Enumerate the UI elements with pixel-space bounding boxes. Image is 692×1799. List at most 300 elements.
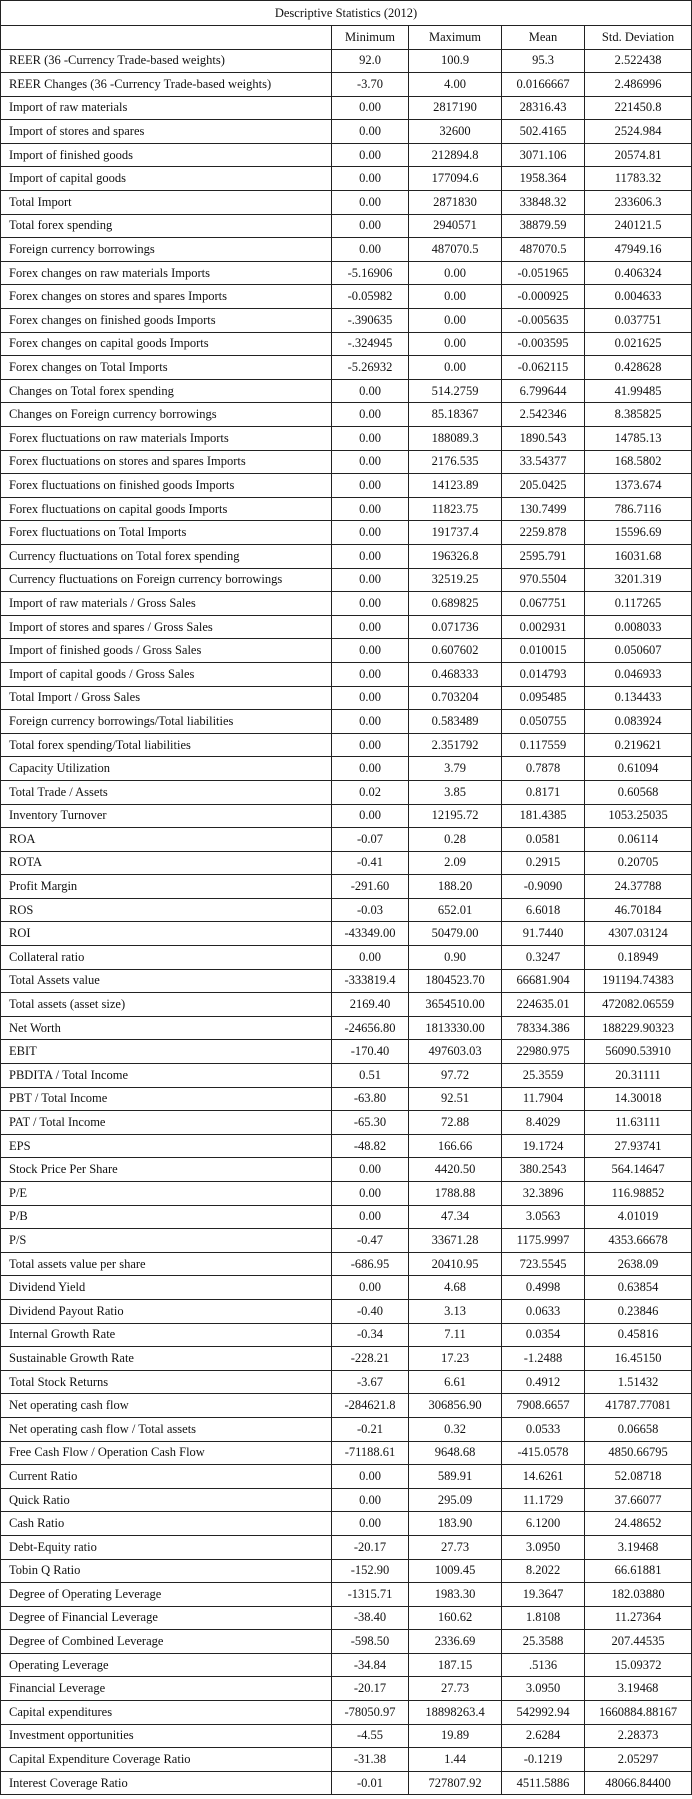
cell-mean: 6.799644 <box>502 379 585 403</box>
row-label: EPS <box>1 1134 332 1158</box>
cell-maximum: 100.9 <box>409 49 502 73</box>
table-row <box>1 875 692 899</box>
cell-mean: 0.095485 <box>502 686 585 710</box>
table-row <box>1 261 692 285</box>
cell-maximum: 166.66 <box>409 1134 502 1158</box>
cell-maximum: 652.01 <box>409 898 502 922</box>
cell-minimum: 0.00 <box>332 733 409 757</box>
cell-minimum: -0.07 <box>332 828 409 852</box>
table-row <box>1 214 692 238</box>
row-label: ROI <box>1 922 332 946</box>
cell-mean: 502.4165 <box>502 120 585 144</box>
cell-minimum: -0.01 <box>332 1771 409 1795</box>
cell-minimum: 0.00 <box>332 214 409 238</box>
row-label: Debt-Equity ratio <box>1 1535 332 1559</box>
table-row <box>1 427 692 451</box>
table-row <box>1 851 692 875</box>
table-row <box>1 1134 692 1158</box>
row-label: Forex fluctuations on stores and spares Imports <box>1 450 332 474</box>
cell-maximum: 0.689825 <box>409 592 502 616</box>
cell-std-deviation: 4307.03124 <box>585 922 692 946</box>
cell-maximum: 589.91 <box>409 1465 502 1489</box>
cell-minimum: -0.34 <box>332 1323 409 1347</box>
cell-std-deviation: 56090.53910 <box>585 1040 692 1064</box>
cell-mean: 2595.791 <box>502 544 585 568</box>
cell-minimum: -24656.80 <box>332 1016 409 1040</box>
cell-maximum: 97.72 <box>409 1064 502 1088</box>
table-row <box>1 1535 692 1559</box>
cell-minimum: 0.00 <box>332 96 409 120</box>
cell-std-deviation: 0.18949 <box>585 946 692 970</box>
table-row <box>1 1748 692 1772</box>
cell-std-deviation: 24.37788 <box>585 875 692 899</box>
cell-minimum: 0.00 <box>332 662 409 686</box>
cell-maximum: 2.351792 <box>409 733 502 757</box>
cell-maximum: 1.44 <box>409 1748 502 1772</box>
cell-maximum: 4.00 <box>409 73 502 97</box>
table-row <box>1 497 692 521</box>
cell-maximum: 27.73 <box>409 1677 502 1701</box>
row-label: Total Trade / Assets <box>1 780 332 804</box>
cell-std-deviation: 0.23846 <box>585 1299 692 1323</box>
table-row <box>1 1417 692 1441</box>
cell-minimum: 0.00 <box>332 804 409 828</box>
cell-std-deviation: 786.7116 <box>585 497 692 521</box>
row-label: Capacity Utilization <box>1 757 332 781</box>
cell-minimum: -1315.71 <box>332 1583 409 1607</box>
cell-maximum: 1813330.00 <box>409 1016 502 1040</box>
row-label: Sustainable Growth Rate <box>1 1347 332 1371</box>
cell-std-deviation: 0.050607 <box>585 639 692 663</box>
row-label: Cash Ratio <box>1 1512 332 1536</box>
cell-std-deviation: 188229.90323 <box>585 1016 692 1040</box>
cell-maximum: 11823.75 <box>409 497 502 521</box>
cell-std-deviation: 168.5802 <box>585 450 692 474</box>
table-row <box>1 1182 692 1206</box>
cell-minimum: 0.00 <box>332 474 409 498</box>
cell-minimum: 0.00 <box>332 946 409 970</box>
cell-minimum: -3.67 <box>332 1370 409 1394</box>
table-title-row <box>1 1 692 26</box>
cell-std-deviation: 221450.8 <box>585 96 692 120</box>
row-label: Currency fluctuations on Foreign currency borrowings <box>1 568 332 592</box>
cell-std-deviation: 3.19468 <box>585 1677 692 1701</box>
row-label: Foreign currency borrowings/Total liabilities <box>1 710 332 734</box>
table-row <box>1 1701 692 1725</box>
row-label: Free Cash Flow / Operation Cash Flow <box>1 1441 332 1465</box>
cell-maximum: 3.13 <box>409 1299 502 1323</box>
cell-maximum: 2.09 <box>409 851 502 875</box>
row-label: Degree of Operating Leverage <box>1 1583 332 1607</box>
cell-minimum: 0.00 <box>332 1205 409 1229</box>
cell-maximum: 2817190 <box>409 96 502 120</box>
cell-mean: 4511.5886 <box>502 1771 585 1795</box>
cell-minimum: 0.00 <box>332 1276 409 1300</box>
row-label: Forex changes on capital goods Imports <box>1 332 332 356</box>
row-label: REER Changes (36 -Currency Trade-based weights) <box>1 73 332 97</box>
cell-std-deviation: 2638.09 <box>585 1252 692 1276</box>
cell-std-deviation: 2.05297 <box>585 1748 692 1772</box>
cell-maximum: 295.09 <box>409 1488 502 1512</box>
cell-mean: -0.1219 <box>502 1748 585 1772</box>
cell-maximum: 187.15 <box>409 1653 502 1677</box>
cell-std-deviation: 1053.25035 <box>585 804 692 828</box>
table-row <box>1 1229 692 1253</box>
row-label: ROA <box>1 828 332 852</box>
cell-mean: 0.8171 <box>502 780 585 804</box>
table-row <box>1 1559 692 1583</box>
cell-maximum: 4.68 <box>409 1276 502 1300</box>
row-label: Changes on Total forex spending <box>1 379 332 403</box>
cell-mean: -0.9090 <box>502 875 585 899</box>
cell-mean: 0.050755 <box>502 710 585 734</box>
cell-mean: 7908.6657 <box>502 1394 585 1418</box>
cell-minimum: 0.00 <box>332 686 409 710</box>
cell-mean: 3.0950 <box>502 1535 585 1559</box>
cell-minimum: 0.00 <box>332 191 409 215</box>
cell-mean: -0.005635 <box>502 309 585 333</box>
table-row <box>1 993 692 1017</box>
cell-maximum: 9648.68 <box>409 1441 502 1465</box>
table-row <box>1 1677 692 1701</box>
cell-maximum: 497603.03 <box>409 1040 502 1064</box>
cell-minimum: -0.41 <box>332 851 409 875</box>
cell-std-deviation: 11.27364 <box>585 1606 692 1630</box>
cell-std-deviation: 0.219621 <box>585 733 692 757</box>
cell-std-deviation: 41787.77081 <box>585 1394 692 1418</box>
row-label: Forex changes on raw materials Imports <box>1 261 332 285</box>
cell-maximum: 47.34 <box>409 1205 502 1229</box>
cell-std-deviation: 20.31111 <box>585 1064 692 1088</box>
row-label: Forex fluctuations on finished goods Imports <box>1 474 332 498</box>
cell-std-deviation: 37.66077 <box>585 1488 692 1512</box>
cell-mean: 723.5545 <box>502 1252 585 1276</box>
cell-maximum: 1983.30 <box>409 1583 502 1607</box>
row-label: Import of raw materials <box>1 96 332 120</box>
row-label: Dividend Yield <box>1 1276 332 1300</box>
cell-std-deviation: 0.134433 <box>585 686 692 710</box>
cell-std-deviation: 2524.984 <box>585 120 692 144</box>
cell-mean: 25.3588 <box>502 1630 585 1654</box>
cell-std-deviation: 0.06114 <box>585 828 692 852</box>
cell-mean: 28316.43 <box>502 96 585 120</box>
table-row <box>1 1040 692 1064</box>
row-label: Degree of Financial Leverage <box>1 1606 332 1630</box>
cell-maximum: 0.00 <box>409 309 502 333</box>
cell-mean: 224635.01 <box>502 993 585 1017</box>
table-row <box>1 474 692 498</box>
cell-minimum: 0.00 <box>332 544 409 568</box>
cell-std-deviation: 4.01019 <box>585 1205 692 1229</box>
cell-minimum: 0.00 <box>332 379 409 403</box>
cell-maximum: 188089.3 <box>409 427 502 451</box>
cell-mean: 3.0950 <box>502 1677 585 1701</box>
cell-maximum: 33671.28 <box>409 1229 502 1253</box>
table-row <box>1 73 692 97</box>
cell-mean: 2.542346 <box>502 403 585 427</box>
cell-mean: 33848.32 <box>502 191 585 215</box>
cell-mean: -1.2488 <box>502 1347 585 1371</box>
row-label: Import of capital goods / Gross Sales <box>1 662 332 686</box>
table-row <box>1 946 692 970</box>
cell-maximum: 2940571 <box>409 214 502 238</box>
cell-minimum: 0.00 <box>332 427 409 451</box>
cell-mean: 19.1724 <box>502 1134 585 1158</box>
cell-minimum: 0.00 <box>332 710 409 734</box>
row-label: Current Ratio <box>1 1465 332 1489</box>
row-label: Import of finished goods / Gross Sales <box>1 639 332 663</box>
cell-mean: 32.3896 <box>502 1182 585 1206</box>
row-label: Net operating cash flow <box>1 1394 332 1418</box>
cell-maximum: 727807.92 <box>409 1771 502 1795</box>
row-label: Total Import / Gross Sales <box>1 686 332 710</box>
cell-std-deviation: 4353.66678 <box>585 1229 692 1253</box>
cell-std-deviation: 52.08718 <box>585 1465 692 1489</box>
cell-minimum: -0.03 <box>332 898 409 922</box>
row-label: Forex fluctuations on capital goods Imports <box>1 497 332 521</box>
table-row <box>1 639 692 663</box>
cell-minimum: -0.21 <box>332 1417 409 1441</box>
cell-mean: 0.0354 <box>502 1323 585 1347</box>
cell-mean: 0.4912 <box>502 1370 585 1394</box>
cell-minimum: 2169.40 <box>332 993 409 1017</box>
cell-mean: 0.010015 <box>502 639 585 663</box>
cell-minimum: -78050.97 <box>332 1701 409 1725</box>
column-header-maximum: Maximum <box>409 26 502 50</box>
cell-maximum: 6.61 <box>409 1370 502 1394</box>
cell-maximum: 0.00 <box>409 261 502 285</box>
cell-maximum: 0.90 <box>409 946 502 970</box>
table-row <box>1 662 692 686</box>
row-label: Currency fluctuations on Total forex spending <box>1 544 332 568</box>
cell-mean: -0.062115 <box>502 356 585 380</box>
table-row <box>1 1370 692 1394</box>
cell-mean: 8.2022 <box>502 1559 585 1583</box>
cell-minimum: 0.00 <box>332 143 409 167</box>
cell-maximum: 1009.45 <box>409 1559 502 1583</box>
cell-minimum: 0.00 <box>332 615 409 639</box>
table-row <box>1 356 692 380</box>
cell-minimum: 0.00 <box>332 497 409 521</box>
cell-minimum: 0.00 <box>332 521 409 545</box>
row-label: PBT / Total Income <box>1 1087 332 1111</box>
row-label: Import of stores and spares / Gross Sales <box>1 615 332 639</box>
table-row <box>1 1158 692 1182</box>
cell-mean: 25.3559 <box>502 1064 585 1088</box>
cell-maximum: 17.23 <box>409 1347 502 1371</box>
cell-minimum: -170.40 <box>332 1040 409 1064</box>
row-label: Total Import <box>1 191 332 215</box>
cell-mean: 3071.106 <box>502 143 585 167</box>
cell-maximum: 0.703204 <box>409 686 502 710</box>
column-header-row <box>1 26 692 50</box>
cell-minimum: 0.00 <box>332 238 409 262</box>
table-row <box>1 1016 692 1040</box>
cell-minimum: 0.00 <box>332 592 409 616</box>
row-label: ROTA <box>1 851 332 875</box>
row-label: Collateral ratio <box>1 946 332 970</box>
cell-maximum: 0.28 <box>409 828 502 852</box>
table-row <box>1 379 692 403</box>
cell-maximum: 306856.90 <box>409 1394 502 1418</box>
cell-std-deviation: 0.428628 <box>585 356 692 380</box>
cell-mean: 542992.94 <box>502 1701 585 1725</box>
cell-std-deviation: 47949.16 <box>585 238 692 262</box>
row-label: Total forex spending <box>1 214 332 238</box>
cell-mean: 3.0563 <box>502 1205 585 1229</box>
cell-minimum: 0.00 <box>332 450 409 474</box>
row-label: P/S <box>1 1229 332 1253</box>
cell-minimum: -31.38 <box>332 1748 409 1772</box>
cell-maximum: 177094.6 <box>409 167 502 191</box>
cell-minimum: 0.00 <box>332 167 409 191</box>
cell-std-deviation: 207.44535 <box>585 1630 692 1654</box>
cell-minimum: -.390635 <box>332 309 409 333</box>
cell-mean: 38879.59 <box>502 214 585 238</box>
cell-minimum: -5.16906 <box>332 261 409 285</box>
cell-std-deviation: 0.60568 <box>585 780 692 804</box>
cell-mean: 380.2543 <box>502 1158 585 1182</box>
cell-maximum: 1804523.70 <box>409 969 502 993</box>
table-row <box>1 1394 692 1418</box>
cell-std-deviation: 4850.66795 <box>585 1441 692 1465</box>
cell-maximum: 19.89 <box>409 1724 502 1748</box>
cell-maximum: 18898263.4 <box>409 1701 502 1725</box>
cell-mean: 78334.386 <box>502 1016 585 1040</box>
cell-std-deviation: 8.385825 <box>585 403 692 427</box>
cell-mean: 2259.878 <box>502 521 585 545</box>
cell-mean: 2.6284 <box>502 1724 585 1748</box>
row-label: Import of finished goods <box>1 143 332 167</box>
cell-minimum: -71188.61 <box>332 1441 409 1465</box>
cell-maximum: 160.62 <box>409 1606 502 1630</box>
cell-maximum: 72.88 <box>409 1111 502 1135</box>
cell-minimum: 0.00 <box>332 1158 409 1182</box>
table-row <box>1 1111 692 1135</box>
cell-maximum: 12195.72 <box>409 804 502 828</box>
column-header-std-deviation: Std. Deviation <box>585 26 692 50</box>
row-label: Financial Leverage <box>1 1677 332 1701</box>
cell-maximum: 191737.4 <box>409 521 502 545</box>
row-label: ROS <box>1 898 332 922</box>
table-row <box>1 521 692 545</box>
table-row <box>1 403 692 427</box>
table-row <box>1 686 692 710</box>
cell-maximum: 27.73 <box>409 1535 502 1559</box>
table-row <box>1 710 692 734</box>
row-label: EBIT <box>1 1040 332 1064</box>
cell-minimum: -34.84 <box>332 1653 409 1677</box>
cell-maximum: 32600 <box>409 120 502 144</box>
cell-mean: .5136 <box>502 1653 585 1677</box>
table-row <box>1 780 692 804</box>
cell-mean: 14.6261 <box>502 1465 585 1489</box>
cell-minimum: -152.90 <box>332 1559 409 1583</box>
cell-std-deviation: 1373.674 <box>585 474 692 498</box>
cell-std-deviation: 0.63854 <box>585 1276 692 1300</box>
row-label: Dividend Payout Ratio <box>1 1299 332 1323</box>
table-row <box>1 120 692 144</box>
cell-mean: 0.0581 <box>502 828 585 852</box>
row-label: Internal Growth Rate <box>1 1323 332 1347</box>
cell-mean: 19.3647 <box>502 1583 585 1607</box>
cell-mean: 66681.904 <box>502 969 585 993</box>
row-label: PBDITA / Total Income <box>1 1064 332 1088</box>
cell-mean: 205.0425 <box>502 474 585 498</box>
row-label: PAT / Total Income <box>1 1111 332 1135</box>
cell-minimum: 0.00 <box>332 757 409 781</box>
cell-maximum: 188.20 <box>409 875 502 899</box>
table-row <box>1 1299 692 1323</box>
cell-std-deviation: 3201.319 <box>585 568 692 592</box>
cell-mean: 11.7904 <box>502 1087 585 1111</box>
cell-mean: 0.0633 <box>502 1299 585 1323</box>
column-header-variable <box>1 26 332 50</box>
cell-minimum: -20.17 <box>332 1677 409 1701</box>
cell-minimum: -65.30 <box>332 1111 409 1135</box>
table-row <box>1 1087 692 1111</box>
cell-mean: 6.6018 <box>502 898 585 922</box>
cell-maximum: 0.607602 <box>409 639 502 663</box>
cell-mean: 0.002931 <box>502 615 585 639</box>
table-row <box>1 1465 692 1489</box>
cell-std-deviation: 116.98852 <box>585 1182 692 1206</box>
cell-minimum: 0.00 <box>332 403 409 427</box>
table-row <box>1 733 692 757</box>
cell-mean: 8.4029 <box>502 1111 585 1135</box>
cell-std-deviation: 0.037751 <box>585 309 692 333</box>
cell-std-deviation: 41.99485 <box>585 379 692 403</box>
table-row <box>1 1583 692 1607</box>
row-label: Investment opportunities <box>1 1724 332 1748</box>
row-label: Changes on Foreign currency borrowings <box>1 403 332 427</box>
row-label: Total Assets value <box>1 969 332 993</box>
cell-maximum: 514.2759 <box>409 379 502 403</box>
table-row <box>1 1276 692 1300</box>
cell-minimum: -4.55 <box>332 1724 409 1748</box>
cell-std-deviation: 191194.74383 <box>585 969 692 993</box>
column-header-mean: Mean <box>502 26 585 50</box>
row-label: Total forex spending/Total liabilities <box>1 733 332 757</box>
table-row <box>1 1771 692 1795</box>
cell-std-deviation: 16.45150 <box>585 1347 692 1371</box>
table-row <box>1 1512 692 1536</box>
row-label: P/E <box>1 1182 332 1206</box>
table-row <box>1 49 692 73</box>
cell-maximum: 2176.535 <box>409 450 502 474</box>
row-label: Total assets (asset size) <box>1 993 332 1017</box>
cell-maximum: 7.11 <box>409 1323 502 1347</box>
row-label: Quick Ratio <box>1 1488 332 1512</box>
cell-maximum: 0.583489 <box>409 710 502 734</box>
cell-maximum: 4420.50 <box>409 1158 502 1182</box>
cell-maximum: 212894.8 <box>409 143 502 167</box>
row-label: P/B <box>1 1205 332 1229</box>
cell-mean: 130.7499 <box>502 497 585 521</box>
cell-maximum: 85.18367 <box>409 403 502 427</box>
cell-std-deviation: 0.117265 <box>585 592 692 616</box>
row-label: Profit Margin <box>1 875 332 899</box>
table-row <box>1 1488 692 1512</box>
row-label: Inventory Turnover <box>1 804 332 828</box>
table-row <box>1 1606 692 1630</box>
cell-minimum: 0.00 <box>332 568 409 592</box>
cell-std-deviation: 3.19468 <box>585 1535 692 1559</box>
cell-std-deviation: 472082.06559 <box>585 993 692 1017</box>
cell-minimum: -333819.4 <box>332 969 409 993</box>
cell-std-deviation: 20574.81 <box>585 143 692 167</box>
table-row <box>1 1252 692 1276</box>
